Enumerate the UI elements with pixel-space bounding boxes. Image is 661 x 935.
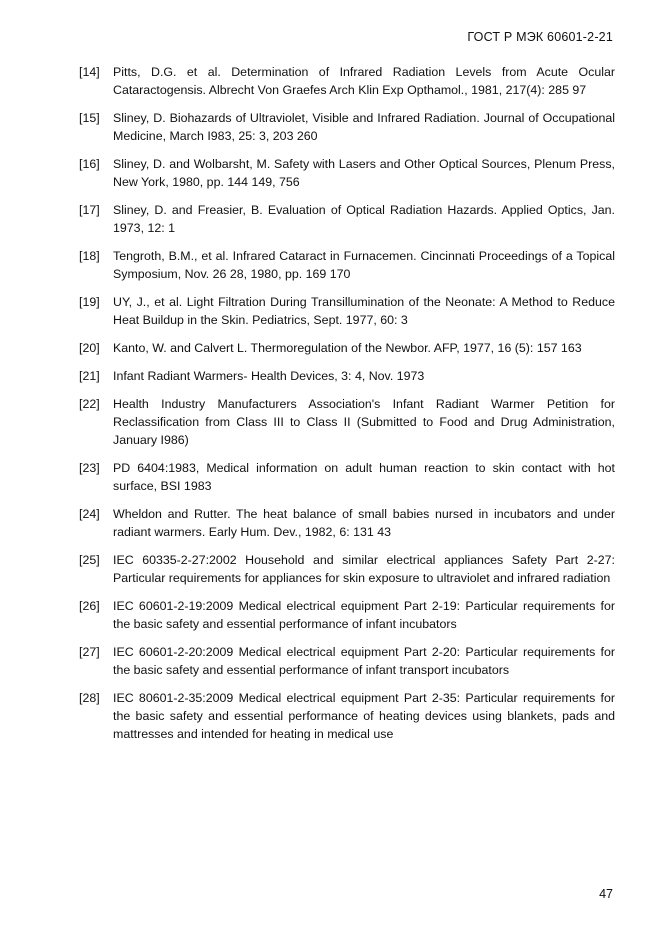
reference-item <box>79 597 615 633</box>
reference-text: IEC 80601-2-35:2009 Medical electrical equipment Part 2-35: Particular requirements for the basic safety and essential performance of heating devices using blankets, pads and mattresses and intended for heating in medical use <box>113 691 615 741</box>
reference-text: Infant Radiant Warmers- Health Devices, 3: 4, Nov. 1973 <box>113 369 425 383</box>
reference-text: UY, J., et al. Light Filtration During Transillumination of the Neonate: A Method to Reduce Heat Buildup in the Skin. Pediatrics, Sept. 1977, 60: 3 <box>113 295 615 327</box>
reference-item <box>79 201 615 237</box>
reference-list <box>79 63 615 743</box>
reference-number: [25] <box>79 553 100 567</box>
reference-item <box>79 505 615 541</box>
reference-number: [16] <box>79 157 100 171</box>
reference-text: Sliney, D. and Freasier, B. Evaluation of Optical Radiation Hazards. Applied Optics, Jan. 1973, 12: 1 <box>113 203 615 235</box>
reference-number: [24] <box>79 507 100 521</box>
reference-number: [17] <box>79 203 100 217</box>
reference-text: Wheldon and Rutter. The heat balance of small babies nursed in incubators and under radiant warmers. Early Hum. Dev., 1982, 6: 131 43 <box>113 507 615 539</box>
reference-text: Tengroth, B.M., et al. Infrared Cataract in Furnacemen. Cincinnati Proceedings of a Topical Symposium, Nov. 26 28, 1980, pp. 169 170 <box>113 249 615 281</box>
reference-number: [21] <box>79 369 100 383</box>
reference-text: IEC 60601-2-19:2009 Medical electrical equipment Part 2-19: Particular requirements for the basic safety and essential performance of infant incubators <box>113 599 615 631</box>
reference-text: Sliney, D. Biohazards of Ultraviolet, Visible and Infrared Radiation. Journal of Occupational Medicine, March I983, 25: 3, 203 260 <box>113 111 615 143</box>
reference-number: [15] <box>79 111 100 125</box>
reference-number: [28] <box>79 691 100 705</box>
reference-item <box>79 63 615 99</box>
reference-item <box>79 395 615 449</box>
reference-text: Kanto, W. and Calvert L. Thermoregulation of the Newbor. AFP, 1977, 16 (5): 157 163 <box>113 341 582 355</box>
reference-item <box>79 155 615 191</box>
reference-item <box>79 367 615 385</box>
document-header: ГОСТ Р МЭК 60601-2-21 <box>467 30 613 44</box>
reference-item <box>79 643 615 679</box>
reference-item <box>79 551 615 587</box>
reference-text: Health Industry Manufacturers Association's Infant Radiant Warmer Petition for Reclassification from Class III to Class II (Submitted to Food and Drug Administration, January I986) <box>113 397 615 447</box>
reference-text: PD 6404:1983, Medical information on adult human reaction to skin contact with hot surface, BSI 1983 <box>113 461 615 493</box>
reference-item <box>79 293 615 329</box>
reference-text: Pitts, D.G. et al. Determination of Infrared Radiation Levels from Acute Ocular Cataractogensis. Albrecht Von Graefes Arch Klin Exp Opthamol., 1981, 217(4): 285 97 <box>113 65 615 97</box>
reference-text: IEC 60335-2-27:2002 Household and similar electrical appliances Safety Part 2-27: Particular requirements for appliances for skin exposure to ultraviolet and infrared radiation <box>113 553 615 585</box>
reference-number: [18] <box>79 249 100 263</box>
reference-number: [23] <box>79 461 100 475</box>
reference-number: [20] <box>79 341 100 355</box>
reference-item <box>79 247 615 283</box>
reference-item <box>79 339 615 357</box>
reference-number: [19] <box>79 295 100 309</box>
reference-item <box>79 459 615 495</box>
reference-number: [27] <box>79 645 100 659</box>
reference-item <box>79 109 615 145</box>
page-number: 47 <box>599 887 613 901</box>
reference-number: [22] <box>79 397 100 411</box>
reference-text: Sliney, D. and Wolbarsht, M. Safety with Lasers and Other Optical Sources, Plenum Press, New York, 1980, pp. 144 149, 756 <box>113 157 615 189</box>
reference-text: IEC 60601-2-20:2009 Medical electrical equipment Part 2-20: Particular requirements for the basic safety and essential performance of infant transport incubators <box>113 645 615 677</box>
reference-number: [26] <box>79 599 100 613</box>
reference-item <box>79 689 615 743</box>
reference-number: [14] <box>79 65 100 79</box>
